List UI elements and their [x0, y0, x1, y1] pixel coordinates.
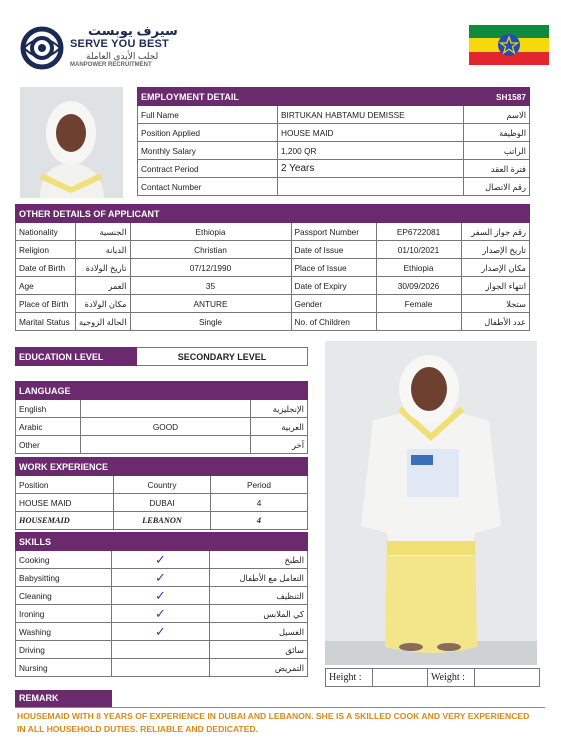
english-value — [81, 400, 251, 418]
passport-ar: رقم جواز السفر — [461, 223, 530, 241]
employment-detail-table — [137, 87, 530, 196]
contract-value: 2 Years — [278, 160, 464, 178]
list-item — [16, 587, 308, 605]
gender-value: Female — [376, 295, 461, 313]
logo-emblem-icon — [18, 26, 66, 70]
skill-ar: الغسيل — [210, 623, 308, 641]
passport-label: Passport Number — [291, 223, 376, 241]
full-name-label: Full Name — [138, 106, 278, 124]
check-icon — [112, 659, 210, 677]
contract-label: Contract Period — [138, 160, 278, 178]
check-icon: ✓ — [112, 623, 210, 641]
marital-ar: الحالة الزوجية — [76, 313, 131, 331]
birth-place-value: ANTURE — [130, 295, 291, 313]
skill-label: Driving — [16, 641, 112, 659]
salary-value: 1,200 QR — [278, 142, 464, 160]
check-icon: ✓ — [112, 569, 210, 587]
applicant-photo-small — [20, 87, 123, 198]
skill-ar: الطبخ — [210, 551, 308, 569]
work-period: 4 — [211, 494, 308, 512]
nationality-label: Nationality — [16, 223, 76, 241]
work-experience-table — [15, 457, 308, 530]
company-logo — [18, 23, 178, 70]
arabic-label: Arabic — [16, 418, 81, 436]
birth-place-label: Place of Birth — [16, 295, 76, 313]
education-label: EDUCATION LEVEL — [16, 348, 137, 366]
issue-place-label: Place of Issue — [291, 259, 376, 277]
arabic-value: GOOD — [81, 418, 251, 436]
religion-label: Religion — [16, 241, 76, 259]
expiry-label: Date of Expiry — [291, 277, 376, 295]
work-country: LEBANON — [114, 512, 211, 530]
skill-ar: التعامل مع الأطفال — [210, 569, 308, 587]
ethiopia-flag-icon — [469, 25, 549, 65]
other-language-label: Other — [16, 436, 81, 454]
language-table — [15, 381, 308, 454]
marital-label: Marital Status — [16, 313, 76, 331]
expiry-ar: انتهاء الجواز — [461, 277, 530, 295]
skill-label: Ironing — [16, 605, 112, 623]
contact-value — [278, 178, 464, 196]
skill-ar: سائق — [210, 641, 308, 659]
full-name-ar: الاسم — [464, 106, 530, 124]
religion-ar: الديانة — [76, 241, 131, 259]
children-label: No. of Children — [291, 313, 376, 331]
skill-ar: كي الملابس — [210, 605, 308, 623]
marital-value: Single — [130, 313, 291, 331]
salary-ar: الراتب — [464, 142, 530, 160]
position-label: Position Applied — [138, 124, 278, 142]
work-title: WORK EXPERIENCE — [16, 458, 308, 476]
work-header-country: Country — [114, 476, 211, 494]
company-sub-ar: لجلب الأيدي العاملة — [86, 51, 159, 61]
reference-number: SH1587 — [464, 88, 530, 106]
skill-label: Cleaning — [16, 587, 112, 605]
contact-ar: رقم الاتصال — [464, 178, 530, 196]
work-header-period: Period — [211, 476, 308, 494]
skill-label: Babysitting — [16, 569, 112, 587]
religion-value: Christian — [130, 241, 291, 259]
position-value: HOUSE MAID — [278, 124, 464, 142]
check-icon: ✓ — [112, 587, 210, 605]
age-ar: العمر — [76, 277, 131, 295]
height-weight-table — [325, 668, 540, 687]
issue-date-value: 01/10/2021 — [376, 241, 461, 259]
expiry-value: 30/09/2026 — [376, 277, 461, 295]
contact-label: Contact Number — [138, 178, 278, 196]
work-header-position: Position — [16, 476, 114, 494]
list-item — [16, 659, 308, 677]
issue-date-ar: تاريخ الإصدار — [461, 241, 530, 259]
company-name-ar: سيرف يوبست — [88, 23, 178, 38]
issue-place-ar: مكان الإصدار — [461, 259, 530, 277]
check-icon — [112, 641, 210, 659]
company-name-en: SERVE YOU BEST — [70, 38, 169, 50]
other-language-value — [81, 436, 251, 454]
employment-title: EMPLOYMENT DETAIL — [138, 88, 464, 106]
skills-table — [15, 532, 308, 677]
table-row — [16, 494, 308, 512]
english-ar: الإنجليزية — [251, 400, 308, 418]
company-sub-en: MANPOWER RECRUITMENT — [70, 62, 152, 68]
children-value — [376, 313, 461, 331]
list-item — [16, 641, 308, 659]
issue-date-label: Date of Issue — [291, 241, 376, 259]
other-details-title: OTHER DETAILS OF APPLICANT — [16, 205, 530, 223]
list-item — [16, 551, 308, 569]
weight-label: Weight : — [428, 669, 475, 687]
salary-label: Monthly Salary — [138, 142, 278, 160]
contract-ar: فترة العقد — [464, 160, 530, 178]
age-label: Age — [16, 277, 76, 295]
height-label: Height : — [326, 669, 373, 687]
other-details-table — [15, 204, 530, 331]
position-ar: الوظيفة — [464, 124, 530, 142]
work-period: 4 — [211, 512, 308, 530]
height-value — [373, 669, 428, 687]
language-title: LANGUAGE — [16, 382, 308, 400]
gender-ar: ستجلا — [461, 295, 530, 313]
english-label: English — [16, 400, 81, 418]
remark-divider — [15, 707, 545, 708]
check-icon: ✓ — [112, 551, 210, 569]
check-icon: ✓ — [112, 605, 210, 623]
work-position: HOUSEMAID — [16, 512, 114, 530]
dob-value: 07/12/1990 — [130, 259, 291, 277]
birth-place-ar: مكان الولادة — [76, 295, 131, 313]
education-table — [15, 347, 308, 366]
list-item — [16, 623, 308, 641]
skill-ar: التمريض — [210, 659, 308, 677]
weight-value — [475, 669, 540, 687]
issue-place-value: Ethiopia — [376, 259, 461, 277]
gender-label: Gender — [291, 295, 376, 313]
nationality-ar: الجنسية — [76, 223, 131, 241]
applicant-photo-full — [325, 341, 537, 665]
skills-title: SKILLS — [16, 533, 308, 551]
list-item — [16, 569, 308, 587]
skill-label: Nursing — [16, 659, 112, 677]
table-row — [16, 512, 308, 530]
full-name-value: BIRTUKAN HABTAMU DEMISSE — [278, 106, 464, 124]
passport-value: EP6722081 — [376, 223, 461, 241]
list-item — [16, 605, 308, 623]
dob-ar: تاريخ الولادة — [76, 259, 131, 277]
remark-text: HOUSEMAID WITH 8 YEARS OF EXPERIENCE IN DUBAI AND LEBANON. SHE IS A SKILLED COOK AND VERY EXPERIENCED IN ALL HOUSEHOLD DUTIES. RELIABLE AND DEDICATED. — [17, 711, 530, 734]
nationality-value: Ethiopia — [130, 223, 291, 241]
skill-label: Washing — [16, 623, 112, 641]
dob-label: Date of Birth — [16, 259, 76, 277]
skill-label: Cooking — [16, 551, 112, 569]
remark-title: REMARK — [15, 690, 112, 707]
age-value: 35 — [130, 277, 291, 295]
work-country: DUBAI — [114, 494, 211, 512]
other-language-ar: آخر — [251, 436, 308, 454]
education-value: SECONDARY LEVEL — [137, 348, 308, 366]
work-position: HOUSE MAID — [16, 494, 114, 512]
children-ar: عدد الأطفال — [461, 313, 530, 331]
arabic-ar: العربية — [251, 418, 308, 436]
skill-ar: التنظيف — [210, 587, 308, 605]
